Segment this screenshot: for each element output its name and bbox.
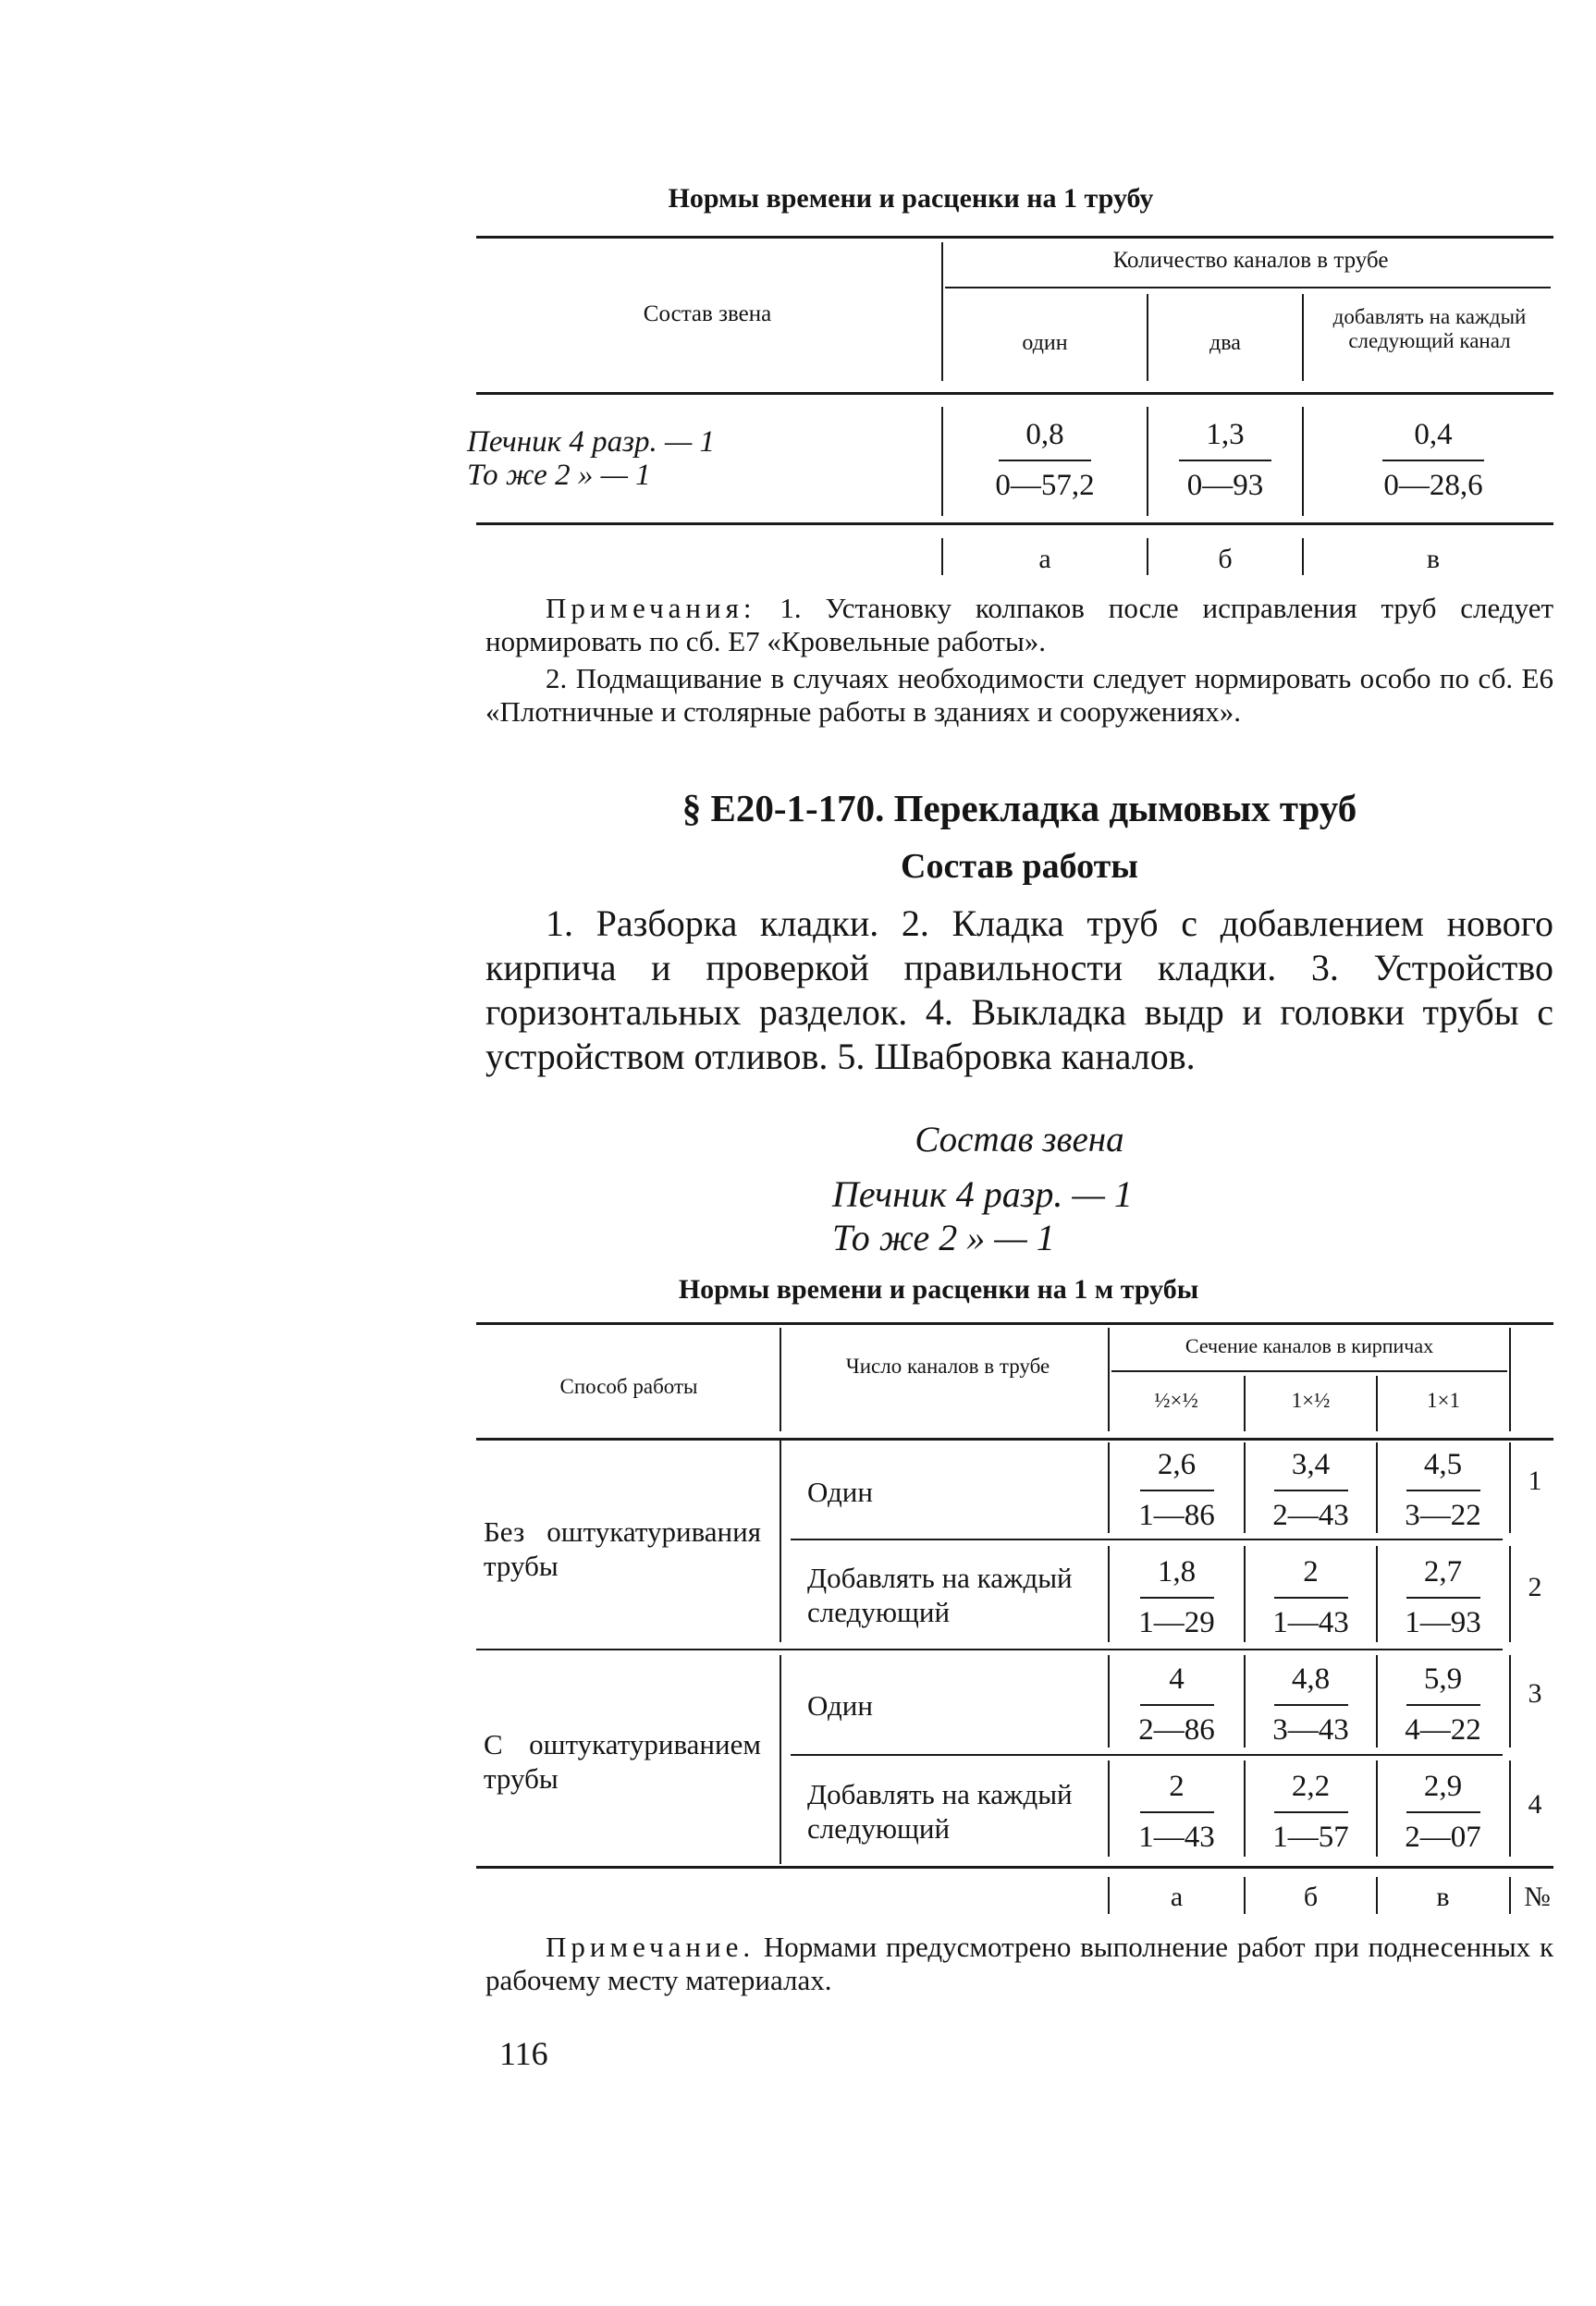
- table2-cell: [1253, 1664, 1369, 1746]
- table2-top-rule: [476, 1322, 1553, 1325]
- table2-vline: [1376, 1655, 1378, 1748]
- table1-cell: [971, 420, 1119, 501]
- table2-vline: [1509, 1760, 1511, 1857]
- table1-crew-line-1: Печник 4 разр. — 1: [467, 425, 716, 459]
- table2-vline: [1376, 1760, 1378, 1857]
- crew-line-2: То же 2 » — 1: [832, 1217, 1055, 1258]
- table2-vline: [1376, 1442, 1378, 1533]
- table1-head-group: Количество каналов в трубе: [1112, 248, 1389, 273]
- table2-row-label: Один: [807, 1689, 873, 1722]
- table2-vline: [1244, 1877, 1246, 1914]
- table2-cell: [1119, 1450, 1234, 1531]
- table2-vline: [1509, 1546, 1511, 1642]
- table1-head-col-1: один: [1022, 331, 1068, 355]
- rate-cost: 3—22: [1405, 1499, 1481, 1532]
- page-number: 116: [499, 2035, 548, 2072]
- table1-vline: [1147, 407, 1148, 516]
- table2-header-rule: [476, 1438, 1553, 1441]
- rate-time: 5,9: [1423, 1662, 1463, 1696]
- table2-no-symbol: №: [1524, 1882, 1551, 1912]
- table1-vline: [941, 538, 943, 575]
- table2-cell: [1385, 1664, 1501, 1746]
- table1-vline: [941, 407, 943, 516]
- table1-group-rule: [945, 287, 1551, 288]
- section-subtitle: Состав работы: [901, 847, 1138, 886]
- table2-vline: [1108, 1655, 1110, 1748]
- notes2-paragraph: [485, 1931, 1553, 1998]
- table2-row-number: 3: [1528, 1678, 1542, 1709]
- table2-row-label: Один: [807, 1476, 873, 1508]
- rate-cost: 1—86: [1138, 1499, 1215, 1532]
- table2-col-letter: а: [1170, 1882, 1184, 1912]
- table1-title: Нормы времени и расценки на 1 трубу: [668, 183, 1154, 214]
- rate-time: 2: [1169, 1770, 1185, 1803]
- rate-time: 3,4: [1291, 1448, 1331, 1481]
- notes1-paragraph-2: 2. Подмащивание в случаях необходимости следует нормировать особо по сб. Е6 «Плотничные и столярные работы в зданиях и сооружениях».: [485, 662, 1553, 729]
- table2-vline: [1509, 1877, 1511, 1914]
- table2-vline: [1244, 1655, 1246, 1748]
- rate-time: 2,7: [1423, 1555, 1463, 1588]
- rate-cost: 1—29: [1138, 1606, 1215, 1639]
- notes2-text: Нормами предусмотрено выполнение работ при поднесенных к рабочему месту материалах.: [485, 1931, 1553, 1997]
- table2-vline: [1509, 1328, 1511, 1431]
- table1-vline: [1302, 538, 1304, 575]
- table2-col-letter: в: [1436, 1882, 1450, 1912]
- rate-cost: 1—43: [1138, 1821, 1215, 1854]
- rate-cost: 4—22: [1405, 1713, 1481, 1747]
- table2-vline: [1108, 1760, 1110, 1857]
- table1-col-letter: а: [1038, 544, 1051, 574]
- table2-cell: [1253, 1772, 1369, 1853]
- rate-time: 4,8: [1291, 1662, 1331, 1696]
- table2-bottom-rule: [476, 1866, 1553, 1869]
- notes1-label: Примечания:: [546, 592, 756, 624]
- table2-row-number: 1: [1528, 1466, 1542, 1496]
- table2-vline: [1509, 1442, 1511, 1533]
- table2-head-channels: Число каналов в трубе: [845, 1355, 1050, 1378]
- table2-vline: [1108, 1328, 1110, 1431]
- table2-head-col-1: ½×½: [1154, 1389, 1198, 1412]
- table2-vline: [1376, 1376, 1378, 1431]
- table1-vline: [1302, 294, 1304, 381]
- table1-vline: [1302, 407, 1304, 516]
- table1-col-letter: б: [1218, 544, 1233, 574]
- table2-head-col-3: 1×1: [1427, 1389, 1460, 1412]
- rate-cost: 1—93: [1405, 1606, 1481, 1639]
- table2-cell: [1253, 1450, 1369, 1531]
- rate-time: 0,4: [1414, 418, 1453, 451]
- rate-cost: 2—43: [1272, 1499, 1349, 1532]
- table2-col-letter: б: [1303, 1882, 1319, 1912]
- table2-vline: [1376, 1877, 1378, 1914]
- table1-cell: [1350, 420, 1516, 501]
- table1-top-rule: [476, 236, 1553, 239]
- table2-row-label: Добавлять на каждый следующий: [807, 1778, 1073, 1846]
- table2-vline: [1108, 1546, 1110, 1642]
- table1-bottom-rule: [476, 522, 1553, 525]
- table2-vline: [1376, 1546, 1378, 1642]
- crew-line-1: Печник 4 разр. — 1: [832, 1173, 1133, 1215]
- table2-head-col-2: 1×½: [1291, 1389, 1331, 1412]
- table2-cell: [1119, 1772, 1234, 1853]
- rate-time: 2,9: [1423, 1770, 1463, 1803]
- table2-vline: [780, 1441, 781, 1642]
- table2-vline: [780, 1655, 781, 1864]
- table2-cell: [1385, 1772, 1501, 1853]
- rate-cost: 3—43: [1272, 1713, 1349, 1747]
- table2-vline: [1244, 1376, 1246, 1431]
- table1-vline: [941, 242, 943, 381]
- rate-cost: 0—93: [1186, 469, 1264, 502]
- table1-head-col-2: два: [1209, 331, 1241, 355]
- rate-time: 2: [1303, 1555, 1319, 1588]
- table1-vline: [1147, 538, 1148, 575]
- rate-time: 0,8: [1025, 418, 1064, 451]
- notes1-note-1: 1. Установку колпаков после исправления труб следует нормировать по сб. Е7 «Кровельные работы».: [485, 592, 1554, 658]
- section-body: 1. Разборка кладки. 2. Кладка труб с добавлением нового кирпича и проверкой правильности кладки. 3. Устройство горизонтальных разделок. 4. Выкладка выдр и головки трубы с устройством отливов. 5. Швабровка каналов.: [485, 902, 1553, 1077]
- rate-time: 2,6: [1157, 1448, 1197, 1481]
- rate-time: 1,3: [1206, 418, 1245, 451]
- table2-vline: [1108, 1442, 1110, 1533]
- table1-vline: [1147, 294, 1148, 381]
- table2-row-number: 4: [1528, 1789, 1542, 1820]
- rate-cost: 1—57: [1272, 1821, 1349, 1854]
- table2-method-cell: Без оштукатуривания трубы: [484, 1515, 761, 1583]
- rate-cost: 2—07: [1405, 1821, 1481, 1854]
- rate-cost: 0—28,6: [1383, 469, 1483, 502]
- table2-cell: [1385, 1450, 1501, 1531]
- table2-vline: [1244, 1442, 1246, 1533]
- table2-title: Нормы времени и расценки на 1 м трубы: [678, 1274, 1199, 1305]
- rate-cost: 1—43: [1272, 1606, 1349, 1639]
- table2-row-number: 2: [1528, 1572, 1542, 1602]
- table2-head-group: Сечение каналов в кирпичах: [1185, 1334, 1434, 1357]
- table2-vline: [1244, 1546, 1246, 1642]
- table2-cell: [1119, 1664, 1234, 1746]
- crew-title: Состав звена: [915, 1120, 1124, 1159]
- table1-head-col-3: добавлять на каждый следующий канал: [1332, 305, 1527, 353]
- notes2-label: Примечание.: [546, 1931, 755, 1963]
- table2-group-rule: [1111, 1370, 1507, 1372]
- rate-time: 4: [1169, 1662, 1185, 1696]
- table2-head-method: Способ работы: [559, 1375, 698, 1398]
- table2-vline: [780, 1328, 781, 1431]
- table1-head-composition: Состав звена: [643, 301, 772, 326]
- rate-time: 4,5: [1423, 1448, 1463, 1481]
- table2-vline: [1509, 1655, 1511, 1748]
- table2-method-cell: С оштукатуриванием трубы: [484, 1728, 761, 1796]
- section-title: § Е20-1-170. Перекладка дымовых труб: [681, 787, 1357, 829]
- table2-cell: [1253, 1557, 1369, 1638]
- table2-cell: [1385, 1557, 1501, 1638]
- rate-cost: 0—57,2: [995, 469, 1095, 502]
- table2-vline: [1108, 1877, 1110, 1914]
- table2-row-label: Добавлять на каждый следующий: [807, 1562, 1073, 1629]
- table1-header-rule: [476, 392, 1553, 395]
- table2-cell: [1119, 1557, 1234, 1638]
- notes1-paragraph-1: [485, 592, 1553, 659]
- table2-row-rule: [791, 1754, 1503, 1756]
- rate-time: 2,2: [1291, 1770, 1331, 1803]
- rate-cost: 2—86: [1138, 1713, 1215, 1747]
- table2-row-rule: [791, 1539, 1503, 1540]
- table1-crew-line-2: То же 2 » — 1: [467, 459, 651, 492]
- table1-cell: [1156, 420, 1295, 501]
- table1-col-letter: в: [1426, 544, 1441, 574]
- table2-vline: [1244, 1760, 1246, 1857]
- rate-time: 1,8: [1157, 1555, 1197, 1588]
- table2-group-separator: [476, 1649, 1503, 1650]
